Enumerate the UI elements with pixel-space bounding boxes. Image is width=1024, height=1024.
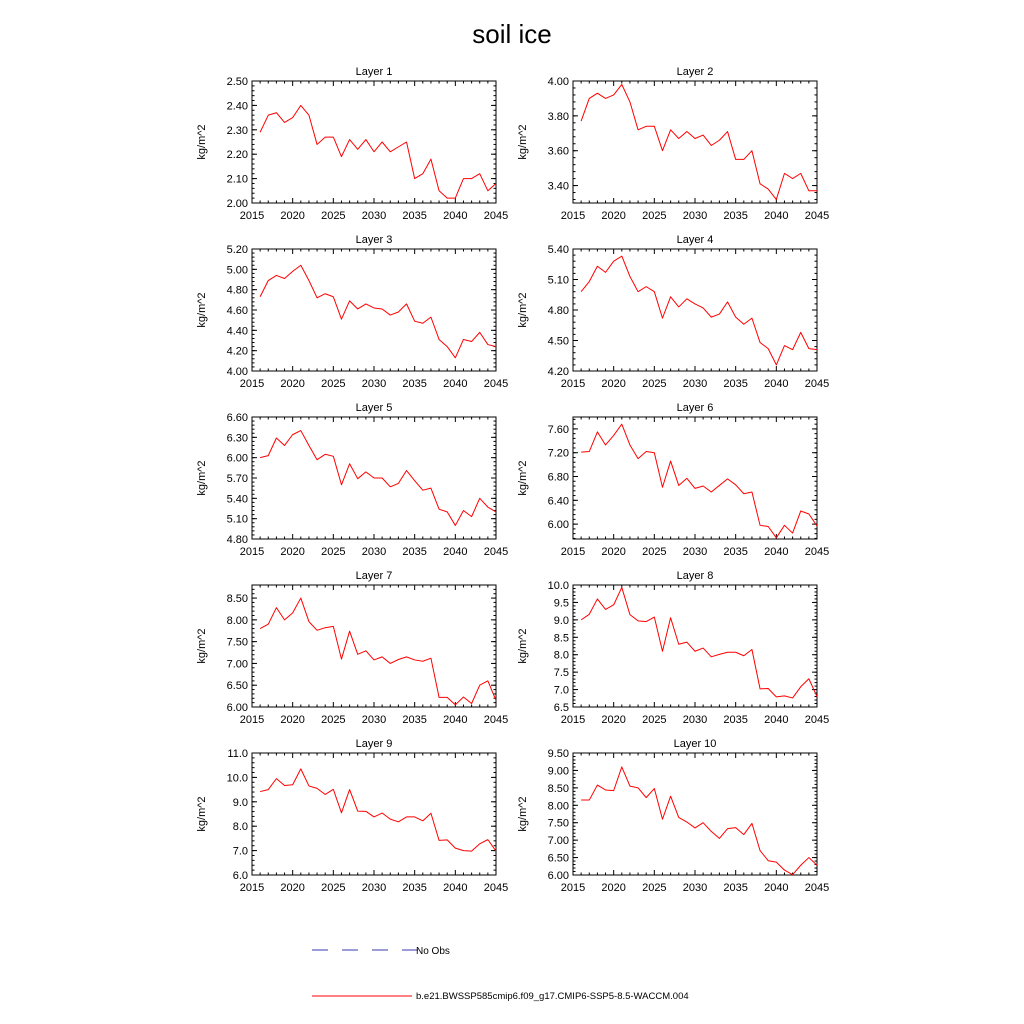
x-tick-label: 2020 <box>601 378 626 390</box>
y-tick-label: 4.00 <box>226 366 248 378</box>
series-line <box>581 587 817 698</box>
panel-title: Layer 6 <box>676 402 714 414</box>
x-tick-label: 2015 <box>239 210 265 222</box>
y-tick-label: 9.0 <box>553 614 569 627</box>
panel-layer-6 <box>517 402 829 558</box>
x-tick-label: 2030 <box>682 882 708 894</box>
x-tick-label: 2015 <box>560 714 586 726</box>
x-tick-label: 2040 <box>764 882 789 894</box>
y-tick-label: 9.50 <box>547 748 569 760</box>
x-tick-label: 2025 <box>321 378 346 390</box>
y-tick-label: 8.00 <box>547 800 569 813</box>
x-tick-label: 2015 <box>239 882 265 894</box>
x-tick-label: 2020 <box>280 546 305 558</box>
y-tick-label: 8.5 <box>553 632 569 645</box>
x-tick-label: 2020 <box>601 546 626 558</box>
y-tick-label: 4.00 <box>547 76 569 88</box>
y-tick-label: 6.00 <box>547 519 569 532</box>
x-tick-label: 2045 <box>483 546 509 558</box>
x-tick-label: 2035 <box>723 714 748 726</box>
y-axis-label: kg/m^2 <box>196 124 208 160</box>
y-tick-label: 6.0 <box>232 870 248 882</box>
x-tick-label: 2015 <box>560 210 586 222</box>
y-axis-label: kg/m^2 <box>517 124 529 160</box>
series-line <box>581 767 817 875</box>
y-tick-label: 4.20 <box>547 366 569 378</box>
y-tick-label: 2.40 <box>226 100 248 113</box>
panel-layer-2 <box>517 66 829 222</box>
y-tick-label: 9.00 <box>547 765 569 778</box>
x-tick-label: 2035 <box>402 546 427 558</box>
plot-frame <box>252 585 496 707</box>
x-tick-label: 2015 <box>560 882 586 894</box>
x-tick-label: 2020 <box>280 378 305 390</box>
y-axis-label: kg/m^2 <box>196 460 208 496</box>
plot-frame <box>252 753 496 875</box>
panel-layer-4 <box>517 234 829 390</box>
panel-title: Layer 2 <box>676 66 714 78</box>
panel-title: Layer 1 <box>355 66 393 78</box>
y-tick-label: 10.0 <box>226 772 248 785</box>
y-axis-label: kg/m^2 <box>517 292 529 328</box>
x-tick-label: 2040 <box>764 378 789 390</box>
y-tick-label: 2.00 <box>226 198 248 210</box>
series-line <box>260 769 496 851</box>
y-tick-label: 2.10 <box>226 173 248 186</box>
x-tick-label: 2045 <box>804 546 830 558</box>
x-tick-label: 2030 <box>682 714 708 726</box>
x-tick-label: 2030 <box>361 210 387 222</box>
panel-layer-9 <box>196 738 508 894</box>
x-tick-label: 2030 <box>361 378 387 390</box>
x-tick-label: 2040 <box>443 546 468 558</box>
y-tick-label: 4.50 <box>547 335 569 348</box>
x-tick-label: 2020 <box>601 714 626 726</box>
y-tick-label: 7.0 <box>553 684 569 697</box>
x-tick-label: 2015 <box>239 546 265 558</box>
y-tick-label: 3.80 <box>547 110 569 123</box>
y-tick-label: 5.40 <box>547 244 569 256</box>
y-axis-label: kg/m^2 <box>196 628 208 664</box>
y-tick-label: 8.50 <box>547 782 569 795</box>
y-tick-label: 7.20 <box>547 447 569 460</box>
x-tick-label: 2035 <box>723 882 748 894</box>
panel-title: Layer 5 <box>355 402 393 414</box>
x-tick-label: 2025 <box>642 546 667 558</box>
y-tick-label: 5.00 <box>226 264 248 277</box>
y-tick-label: 11.0 <box>227 748 248 760</box>
y-tick-label: 6.40 <box>547 495 569 508</box>
y-tick-label: 9.5 <box>553 597 569 610</box>
y-tick-label: 6.30 <box>226 432 248 445</box>
x-tick-label: 2035 <box>723 210 748 222</box>
x-tick-label: 2025 <box>321 546 346 558</box>
x-tick-label: 2025 <box>642 210 667 222</box>
x-tick-label: 2025 <box>642 882 667 894</box>
y-tick-label: 6.60 <box>226 412 248 424</box>
x-tick-label: 2030 <box>361 714 387 726</box>
panel-layer-5 <box>196 402 508 558</box>
panel-title: Layer 4 <box>676 234 714 246</box>
y-tick-label: 6.00 <box>226 452 248 465</box>
panel-grid <box>196 66 829 894</box>
panel-layer-3 <box>196 234 508 390</box>
y-tick-label: 5.70 <box>226 473 248 485</box>
x-tick-label: 2020 <box>280 210 305 222</box>
y-tick-label: 8.0 <box>553 649 569 662</box>
x-tick-label: 2035 <box>402 714 427 726</box>
legend-obs-label: No Obs <box>416 946 450 957</box>
panel-layer-10 <box>517 738 829 894</box>
x-tick-label: 2045 <box>804 378 830 390</box>
plot-frame <box>252 249 496 371</box>
x-tick-label: 2025 <box>642 714 667 726</box>
x-tick-label: 2025 <box>321 714 346 726</box>
series-line <box>581 256 817 365</box>
plot-frame <box>573 417 817 539</box>
y-tick-label: 7.60 <box>547 423 569 436</box>
y-tick-label: 4.80 <box>226 534 248 546</box>
panel-title: Layer 7 <box>355 570 393 582</box>
legend-model-label: b.e21.BWSSP585cmip6.f09_g17.CMIP6-SSP5-8.5-WACCM.004 <box>416 991 689 1002</box>
x-tick-label: 2015 <box>560 546 586 558</box>
y-tick-label: 5.10 <box>226 513 248 526</box>
x-tick-label: 2025 <box>321 210 346 222</box>
y-tick-label: 7.00 <box>547 835 569 848</box>
x-tick-label: 2040 <box>443 210 468 222</box>
y-tick-label: 7.0 <box>232 845 248 858</box>
y-tick-label: 3.60 <box>547 145 569 158</box>
x-tick-label: 2045 <box>483 378 509 390</box>
y-tick-label: 2.20 <box>226 149 248 162</box>
x-tick-label: 2025 <box>642 378 667 390</box>
panel-title: Layer 3 <box>355 234 393 246</box>
x-tick-label: 2045 <box>804 714 830 726</box>
x-tick-label: 2040 <box>764 546 789 558</box>
y-tick-label: 10.0 <box>547 580 569 592</box>
x-tick-label: 2045 <box>483 714 509 726</box>
y-tick-label: 5.20 <box>226 244 248 256</box>
x-tick-label: 2020 <box>280 882 305 894</box>
y-tick-label: 5.40 <box>226 493 248 506</box>
x-tick-label: 2020 <box>601 210 626 222</box>
x-tick-label: 2040 <box>443 714 468 726</box>
series-line <box>581 84 817 199</box>
figure-title: soil ice <box>472 19 552 49</box>
y-tick-label: 4.80 <box>547 305 569 317</box>
y-tick-label: 8.50 <box>226 593 248 606</box>
y-tick-label: 6.00 <box>547 870 569 882</box>
series-line <box>260 431 496 526</box>
y-tick-label: 4.60 <box>226 305 248 317</box>
series-line <box>581 424 817 538</box>
y-axis-label: kg/m^2 <box>517 628 529 664</box>
y-tick-label: 4.40 <box>226 325 248 338</box>
x-tick-label: 2035 <box>402 210 427 222</box>
x-tick-label: 2030 <box>361 546 387 558</box>
plot-frame <box>252 81 496 203</box>
panel-layer-1 <box>196 66 508 222</box>
legend <box>312 946 689 1002</box>
plot-frame <box>573 585 817 707</box>
x-tick-label: 2045 <box>804 210 830 222</box>
panel-layer-7 <box>196 570 508 726</box>
series-line <box>260 598 496 705</box>
x-tick-label: 2040 <box>443 882 468 894</box>
y-tick-label: 2.50 <box>226 76 248 88</box>
y-tick-label: 4.80 <box>226 284 248 297</box>
x-tick-label: 2035 <box>723 546 748 558</box>
y-tick-label: 6.50 <box>226 680 248 693</box>
y-tick-label: 7.50 <box>547 817 569 830</box>
series-line <box>260 265 496 358</box>
y-tick-label: 5.10 <box>547 274 569 287</box>
y-tick-label: 7.00 <box>226 658 248 671</box>
y-axis-label: kg/m^2 <box>517 460 529 496</box>
x-tick-label: 2015 <box>239 378 265 390</box>
y-tick-label: 6.5 <box>553 702 569 714</box>
panel-title: Layer 10 <box>673 738 717 750</box>
x-tick-label: 2015 <box>560 378 586 390</box>
x-tick-label: 2030 <box>361 882 387 894</box>
panel-title: Layer 9 <box>355 738 393 750</box>
y-axis-label: kg/m^2 <box>196 796 208 832</box>
x-tick-label: 2030 <box>682 210 708 222</box>
plot-frame <box>573 81 817 203</box>
x-tick-label: 2030 <box>682 546 708 558</box>
x-tick-label: 2045 <box>804 882 830 894</box>
x-tick-label: 2040 <box>443 378 468 390</box>
panel-title: Layer 8 <box>676 570 714 582</box>
x-tick-label: 2035 <box>402 378 427 390</box>
y-tick-label: 4.20 <box>226 345 248 358</box>
y-tick-label: 9.0 <box>232 796 248 809</box>
x-tick-label: 2030 <box>682 378 708 390</box>
x-tick-label: 2045 <box>483 882 509 894</box>
y-tick-label: 8.0 <box>232 821 248 834</box>
plot-frame <box>573 753 817 875</box>
y-tick-label: 7.50 <box>226 636 248 649</box>
y-tick-label: 8.00 <box>226 614 248 627</box>
y-tick-label: 3.40 <box>547 180 569 193</box>
series-line <box>260 105 496 198</box>
x-tick-label: 2015 <box>239 714 265 726</box>
y-tick-label: 6.80 <box>547 471 569 484</box>
y-tick-label: 6.50 <box>547 852 569 865</box>
y-tick-label: 2.30 <box>226 124 248 137</box>
x-tick-label: 2020 <box>280 714 305 726</box>
y-tick-label: 6.00 <box>226 702 248 714</box>
x-tick-label: 2035 <box>402 882 427 894</box>
y-tick-label: 7.5 <box>553 667 569 680</box>
y-axis-label: kg/m^2 <box>196 292 208 328</box>
x-tick-label: 2035 <box>723 378 748 390</box>
x-tick-label: 2045 <box>483 210 509 222</box>
x-tick-label: 2040 <box>764 714 789 726</box>
x-tick-label: 2020 <box>601 882 626 894</box>
x-tick-label: 2025 <box>321 882 346 894</box>
x-tick-label: 2040 <box>764 210 789 222</box>
y-axis-label: kg/m^2 <box>517 796 529 832</box>
panel-layer-8 <box>517 570 829 726</box>
